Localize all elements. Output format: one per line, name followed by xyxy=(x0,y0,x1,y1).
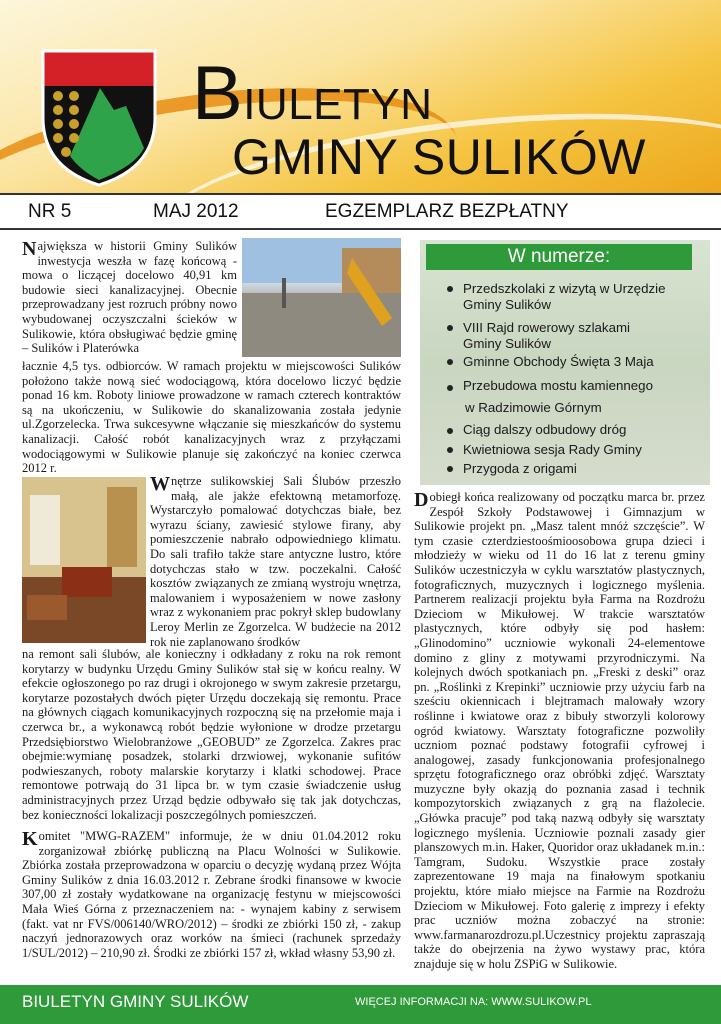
issue-date: MAJ 2012 xyxy=(153,201,239,222)
toc-item[interactable]: Ciąg dalszy odbudowy dróg xyxy=(463,422,627,437)
toc-item-continued[interactable]: w Radzimowie Górnym xyxy=(465,400,602,415)
divider xyxy=(0,193,721,195)
article-art-workshops: Dobiegł końca realizowany od początku marca br. przez Zespół Szkoły Podstawowej i Gimnazjum w Sulikowie projekt pn. „Masz talent mnóż szczęście”. W tym czasie czterdziestoośmioosobowa grupa dzieci i młodzieży w wieku od 11 do 16 lat z terenu gminy Sulików uczestniczyła w cyklu warsztatów plastycznych, fotograficznych, muzycznych i logicznego myślenia. Partnerem realizacji projektu była Farma na Rozdrożu Dzieciom w Mikułowej. W trakcie warsztatów plastycznych, które odbyły się pod hasłem: „Glinodomino” uczniowie wykonali 24-elementowe domino z gliny z motywami przyrodniczymi. Na kolejnych dwóch spotkaniach pn. „Freski z deski” oraz pn. „Roślinki z Krepinki” uczniowie przy użyciu farb na sześciu okiennicach i blejtramach malowały wzory roślinne i kwiatowe oraz z bibuły stworzyli kolorowy ogród kwiatowy. Warsztaty fotograficzne pozwoliły uczniom poznać podstawy fotografii cyfrowej i analogowej, zasady funkcjonowania profesjonalnego sprzętu fotograficznego oraz obróbki zdjęć. Warsztaty muzyczne były okazją do poznania zasad i technik kompozytorskich związanych z grą na flażolecie. „Główka pracuje” pod taką nazwą odbyły się warsztaty logicznego myślenia. Uczniowie poznali zasady gier planszowych m.in. Haker, Quoridor oraz układanek m.in.: Tamgram, Sudoku. Wszystkie prace zostały zaprezentowane 19 maja na finałowym spotkaniu projektu, które miało miejsce na Farmie na Rozdrożu Dzieciom w Mikułowej. Foto galerię z imprezy i efekty prac uczniów można zobaczyć na stronie: www.farmanarozdrozu.pl.Uczestnicy projektu zapraszają także do obejrzenia na żywo wystawy prac, która znajduje się w holu ZSPiG w Sulikowie. xyxy=(414,489,705,971)
issue-note: EGZEMPLARZ BEZPŁATNY xyxy=(325,201,569,222)
toc-item[interactable]: Przygoda z origami xyxy=(463,461,577,476)
drop-cap: W xyxy=(150,473,170,495)
toc-item[interactable]: VIII Rajd rowerowy szlakami xyxy=(463,320,630,335)
article-wedding-hall: Wnętrze sulikowskiej Sali Ślubów przeszło małą, ale jakże efektowną metamorfozę. Wystarczyło pomalować dotychczas białe, bez wyrazu ściany, zawiesić stylowe firany, aby pomieszczenie nabrało odpowiedniego klimatu. Do sali trafiło także stare antyczne lustro, które dotychczas stało w tzw. poczekalni. Całość kosztów związanych ze zmianą wystroju wnętrza, malowaniem i wyposażeniem w nowe zasłony wraz z wykonaniem prac pokrył sklep budowlany Leroy Merlin ze Zgorzelca. W budżecie na 2012 rok nie zaplanowano środków xyxy=(150,473,401,649)
footer-title: BIULETYN GMINY SULIKÓW xyxy=(22,992,249,1011)
article-public-collection: Komitet "MWG-RAZEM" informuje, że w dniu 01.04.2012 roku zorganizował zbiórkę publiczną na Placu Wolności w Sulikowie. Zbiórka została przeprowadzona w oparciu o decyzję wydaną przez Wójta Gminy Sulików z dnia 16.03.2012 r. Zebrane środki finansowe w kwocie 307,00 zł zostały wydatkowane na organizację festynu w miejscowości Mała Wieś Górna z przeznaczeniem na: - wynajem kabiny z serwisem (fakt. vat nr FVS/006140/WRO/2012) – środki ze zbiórki 150 zł, - zakup naczyń jednorazowych oraz worków na śmieci (rachunek sprzedaży 1/SUL/2012) – 210,90 zł. Środki ze zbiórki 157 zł, wkład własny 53,90 zł. xyxy=(22,828,401,960)
bullet-icon xyxy=(447,359,453,365)
issue-number: NR 5 xyxy=(28,201,72,222)
bullet-icon xyxy=(447,466,453,472)
toc-item[interactable]: Przebudowa mostu kamiennego xyxy=(463,378,653,393)
bullet-icon xyxy=(447,447,453,453)
toc-heading: W numerze: xyxy=(426,244,692,270)
toc-item-continued[interactable]: Gminy Sulików xyxy=(463,297,551,312)
bullet-icon xyxy=(447,286,453,292)
article-corridor-renovation: na remont sali ślubów, ale konieczny i odkładany z roku na rok remont korytarzy w budynku Urzędu Gminy Sulików stał się w końcu realny. W efekcie ogłoszonego po raz drugi i okrojonego w swym zakresie przetargu, korytarze pozostałych dwóch pięter Urzędu doczekają się remontu. Prace na głównych ciągach komunikacyjnych rozpoczną się na przełomie maja i czerwca br., a wykonawcą robót będzie wyłonione w drodze przetargu Przedsiębiorstwo Wielobranżowe „GEOBUD” ze Zgorzelca. Zakres prac obejmie:wymianę posadzek, stolarki drzwiowej, wykonanie sufitów podwieszanych, roboty malarskie korytarzy i klatki schodowej. Prace remontowe potrwają do 31 lipca br. w tym czasie świadczenie usług administracyjnych przez Urząd będzie odbywało się tak jak dotychczas, bez konieczności lokalizacji poszczególnych pomieszczeń. xyxy=(22,647,401,822)
article-sewage-intro: Największa w historii Gminy Sulików inwestycja weszła w fazę końcową - mowa o liczącej docelowo 40,91 km budowie sieci kanalizacyjnej. Obecnie przeprowadzany jest rozruch próbny nowo wybudowanej oczyszczalni ścieków w Sulikowie, która obsługiwać będzie gminę – Sulików i Platerówka xyxy=(22,238,237,356)
divider xyxy=(0,228,721,230)
toc-item[interactable]: Kwietniowa sesja Rady Gminy xyxy=(463,442,642,457)
bullet-icon xyxy=(447,428,453,434)
footer-website-link[interactable]: WIĘCEJ INFORMACJI NA: WWW.SULIKOW.PL xyxy=(355,996,592,1008)
bullet-icon xyxy=(447,325,453,331)
masthead-title-line1: BIULETYN xyxy=(192,51,433,136)
drop-cap: D xyxy=(414,489,429,511)
masthead-title-line2: GMINY SULIKÓW xyxy=(232,129,646,185)
toc-item-continued[interactable]: Gminy Sulików xyxy=(463,336,551,351)
wedding-hall-photo xyxy=(22,477,146,643)
toc-item[interactable]: Przedszkolaki z wizytą w Urzędzie xyxy=(463,281,666,296)
drop-cap: K xyxy=(22,828,38,850)
gmina-crest-logo xyxy=(40,48,158,188)
drop-cap: N xyxy=(22,238,37,260)
toc-item[interactable]: Gminne Obchody Święta 3 Maja xyxy=(463,354,654,369)
article-sewage-body: łacznie 4,5 tys. odbiorców. W ramach projektu w miejscowości Sulików położono także nową sieć wodociągową, która docelowo liczyć będzie ponad 16 km. Roboty liniowe prowadzone w ramach czterech kontraktów są na ukończeniu, w Sulikowie do skanalizowania została jedynie ul.Zgorzelecka. Trwa sukcesywne włączanie się mieszkańców do systemu kanalizacji. Całość robót kanalizacyjnych wraz z przyłączami wodociągowymi w Sulikowie planuje się zakończyć na koniec czerwca 2012 r. xyxy=(22,359,401,476)
bullet-icon xyxy=(447,385,453,391)
construction-photo xyxy=(242,238,401,357)
